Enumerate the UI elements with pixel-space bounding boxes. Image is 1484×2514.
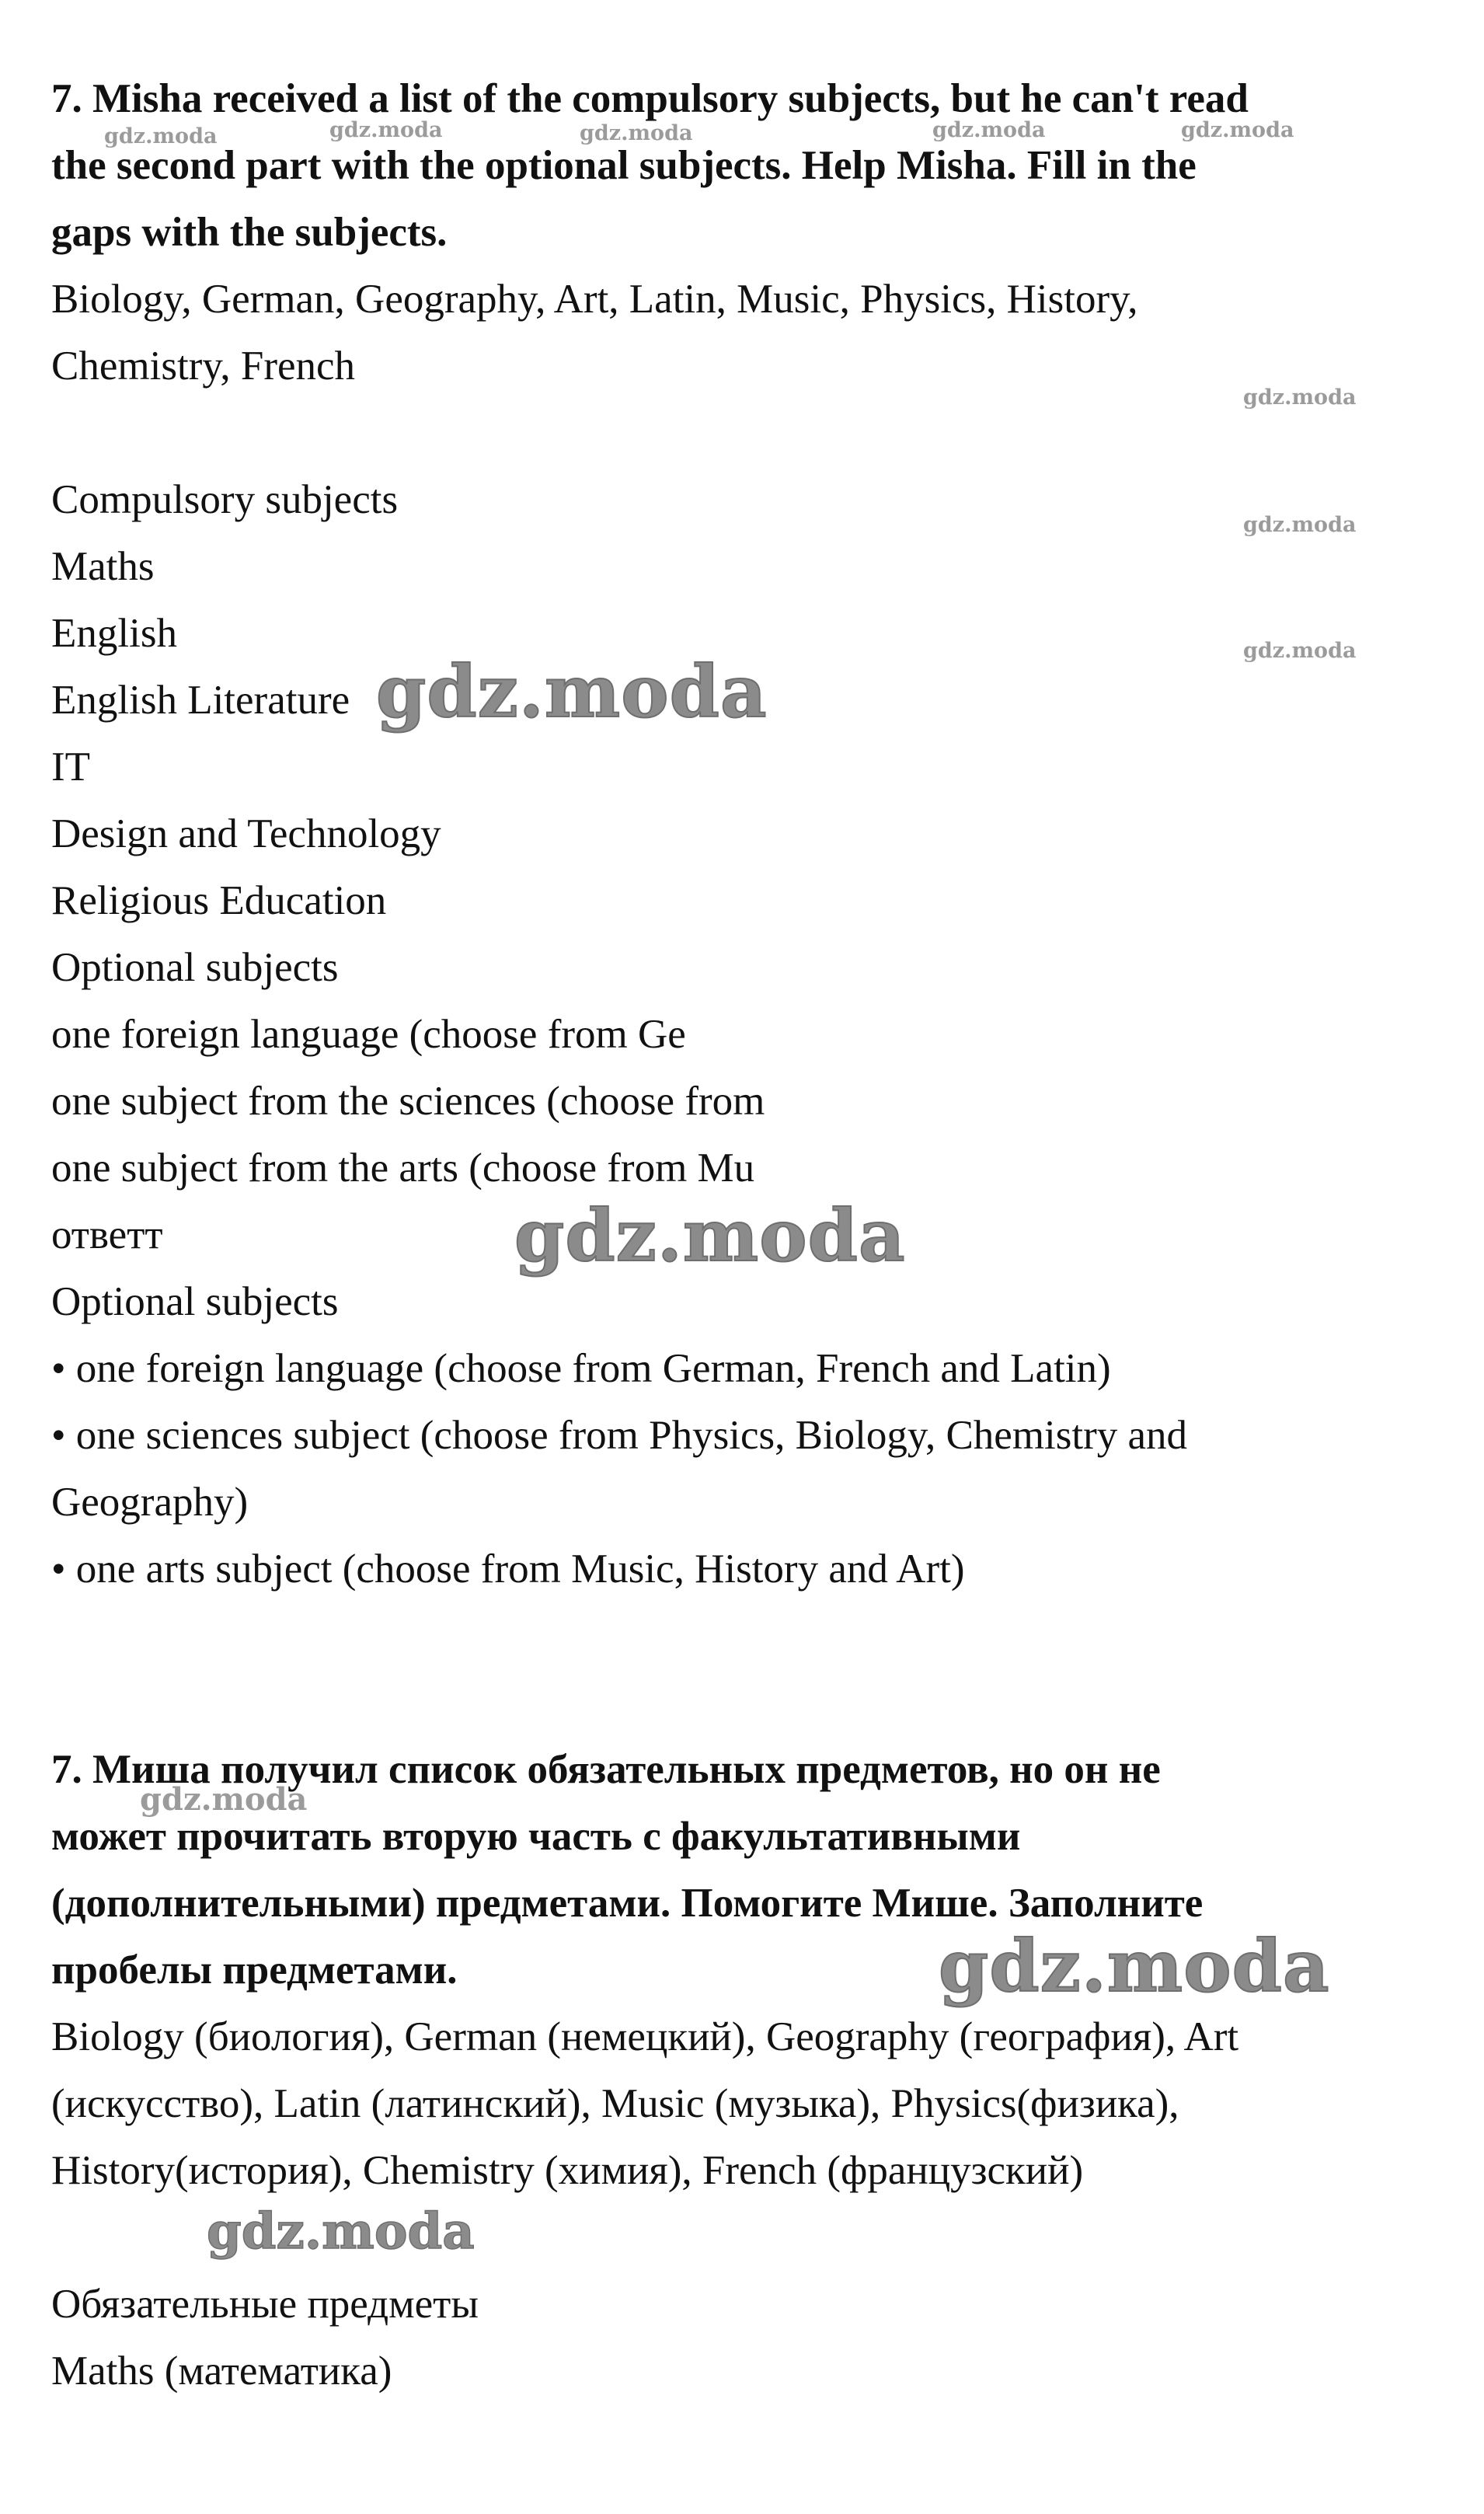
word-bank-line: Chemistry, French bbox=[51, 343, 356, 389]
exercise-heading-line: (дополнительными) предметами. Помогите Мише. Заполните bbox=[51, 1881, 1204, 1926]
optional-item: one foreign language (choose from Ge bbox=[51, 1012, 686, 1057]
compulsory-title: Обязательные предметы bbox=[51, 2282, 479, 2327]
answer-title: Optional subjects bbox=[51, 1279, 339, 1324]
document-body bbox=[51, 65, 1434, 2404]
exercise-heading-line: the second part with the optional subjects. Help Misha. Fill in the bbox=[51, 143, 1197, 188]
spacer bbox=[51, 399, 1434, 466]
answer-item: • one foreign language (choose from German, French and Latin) bbox=[51, 1346, 1111, 1391]
spacer bbox=[51, 2204, 1434, 2271]
watermark-small: gdz.moda bbox=[1181, 118, 1294, 142]
watermark-small: gdz.moda bbox=[1243, 385, 1357, 410]
compulsory-item: IT bbox=[51, 744, 91, 790]
exercise-heading-line: 7. Misha received a list of the compulsory subjects, but he can't read bbox=[51, 76, 1249, 121]
watermark-large: gdz.moda bbox=[514, 1194, 906, 1278]
word-bank-line: History(история), Chemistry (химия), French (французский) bbox=[51, 2148, 1084, 2193]
answer-item: • one sciences subject (choose from Physics, Biology, Chemistry and bbox=[51, 1413, 1188, 1458]
watermark-small: gdz.moda bbox=[329, 118, 443, 142]
watermark-small: gdz.moda bbox=[104, 124, 218, 148]
word-bank-line: Biology (биология), German (немецкий), Geography (география), Art bbox=[51, 2014, 1239, 2059]
optional-title: Optional subjects bbox=[51, 945, 339, 990]
compulsory-item: English bbox=[51, 611, 177, 656]
russian-section bbox=[51, 1736, 1434, 2404]
answer-item: Geography) bbox=[51, 1480, 249, 1525]
watermark-small: gdz.moda bbox=[1243, 639, 1357, 663]
spacer bbox=[51, 1602, 1434, 1736]
watermark-large: gdz.moda bbox=[939, 1924, 1330, 2008]
exercise-heading-line: 7. Миша получил список обязательных предметов, но он не bbox=[51, 1747, 1161, 1792]
compulsory-title: Compulsory subjects bbox=[51, 477, 399, 522]
word-bank-line: Biology, German, Geography, Art, Latin, Music, Physics, History, bbox=[51, 277, 1138, 322]
word-bank-line: (искусство), Latin (латинский), Music (музыка), Physics(физика), bbox=[51, 2081, 1179, 2126]
optional-item: one subject from the sciences (choose from bbox=[51, 1079, 765, 1124]
answer-item: • one arts subject (choose from Music, History and Art) bbox=[51, 1546, 965, 1592]
compulsory-item: Design and Technology bbox=[51, 811, 441, 856]
exercise-heading-line: gaps with the subjects. bbox=[51, 210, 448, 255]
watermark-small: gdz.moda bbox=[580, 121, 693, 145]
compulsory-item: Religious Education bbox=[51, 878, 387, 923]
exercise-heading-line: может прочитать вторую часть с факультативными bbox=[51, 1814, 1021, 1859]
english-section bbox=[51, 65, 1434, 1602]
watermark-large: gdz.moda bbox=[376, 650, 768, 734]
compulsory-item: English Literature bbox=[51, 678, 350, 723]
watermark-small: gdz.moda bbox=[1243, 513, 1357, 537]
answer-label: ответт bbox=[51, 1212, 163, 1257]
watermark-small: gdz.moda bbox=[932, 118, 1046, 142]
compulsory-item: Maths (математика) bbox=[51, 2348, 392, 2394]
watermark-small: gdz.moda bbox=[140, 1781, 308, 1818]
compulsory-item: Maths bbox=[51, 544, 155, 589]
optional-item: one subject from the arts (choose from Mu bbox=[51, 1145, 755, 1191]
watermark-medium: gdz.moda bbox=[207, 2202, 475, 2261]
exercise-heading-line: пробелы предметами. bbox=[51, 1947, 458, 1993]
